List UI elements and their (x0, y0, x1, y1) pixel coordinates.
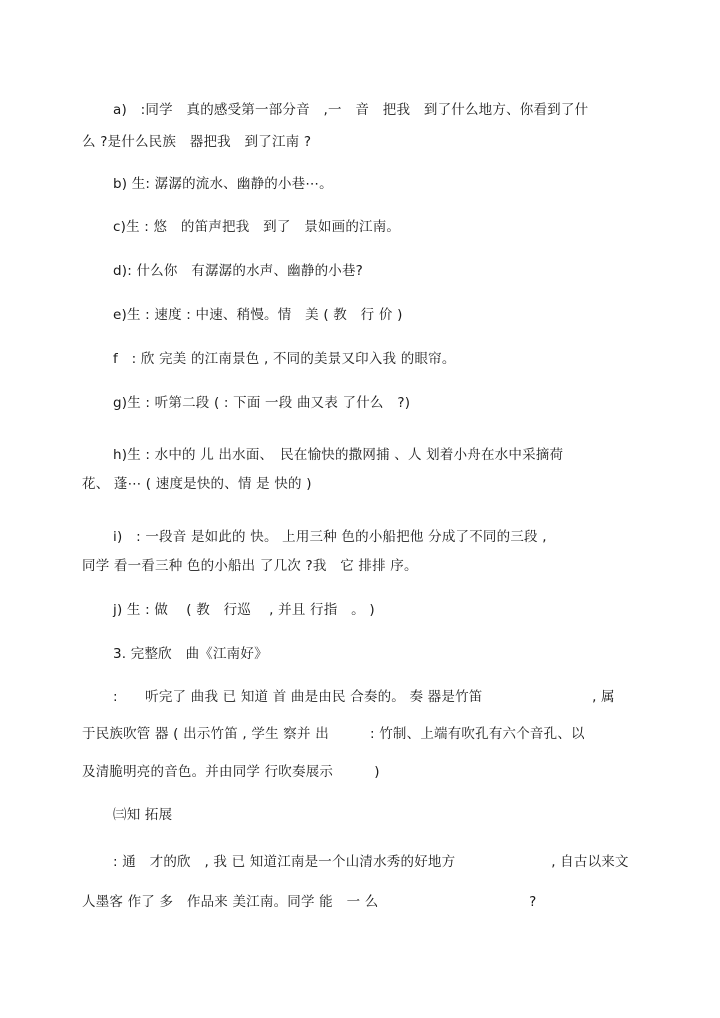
section-heading-3: 3. 完整欣 曲《江南好》 (113, 646, 268, 662)
text-line-d: d): 什么你 有潺潺的水声、幽静的小巷? (113, 263, 364, 279)
text-line-i-cont: 同学 看一看三种 色的小船出 了几次 ?我 它 排排 序。 (82, 558, 418, 574)
text-line-i: i) : 一段音 是如此的 快。 上用三种 色的小船把他 分成了不同的三段 , (113, 529, 547, 545)
text-line-h-cont: 花、 蓬⋯ ( 速度是快的、情 是 快的 ) (82, 476, 312, 492)
section-heading-extension: ㈢知 拓展 (113, 807, 173, 823)
text-line-a: a) :同学 真的感受第一部分音 ,一 音 把我 到了什么地方、你看到了什 (113, 102, 589, 118)
text-line-e: e)生 : 速度 : 中速、稍慢。情 美 ( 教 行 价 ) (113, 307, 403, 323)
text-line-b: b) 生: 潺潺的流水、幽静的小巷⋯。 (113, 176, 333, 192)
text-line-a-cont: 么 ?是什么民族 器把我 到了江南 ? (82, 134, 312, 150)
text-line-para2: : 通 才的欣 , 我 已 知道江南是一个山清水秀的好地方 , 自古以来文 (113, 854, 629, 870)
text-line-c: c)生 : 悠 的笛声把我 到了 景如画的江南。 (113, 219, 401, 235)
text-line-para1-cont2: 及清脆明亮的音色。并由同学 行吹奏展示 ) (82, 764, 380, 780)
text-line-j: j) 生 : 做 ( 教 行巡 , 并且 行指 。 ) (113, 602, 375, 618)
text-line-para1: : 听完了 曲我 已 知道 首 曲是由民 合奏的。 奏 器是竹笛 , 属 (113, 689, 615, 705)
text-line-h: h)生 : 水中的 儿 出水面、 民在愉快的撒网捕 、人 划着小舟在水中采摘荷 (113, 447, 564, 463)
text-line-f: f : 欣 完美 的江南景色 , 不同的美景又印入我 的眼帘。 (113, 351, 456, 367)
text-line-g: g)生 : 听第二段 ( : 下面 一段 曲又表 了什么 ?) (113, 395, 411, 411)
text-line-para2-cont: 人墨客 作了 多 作品来 美江南。同学 能 一 么 ? (82, 894, 537, 910)
text-line-para1-cont1: 于民族吹管 器 ( 出示竹笛 , 学生 察并 出 : 竹制、上端有吹孔有六个音孔、以 (82, 726, 585, 742)
